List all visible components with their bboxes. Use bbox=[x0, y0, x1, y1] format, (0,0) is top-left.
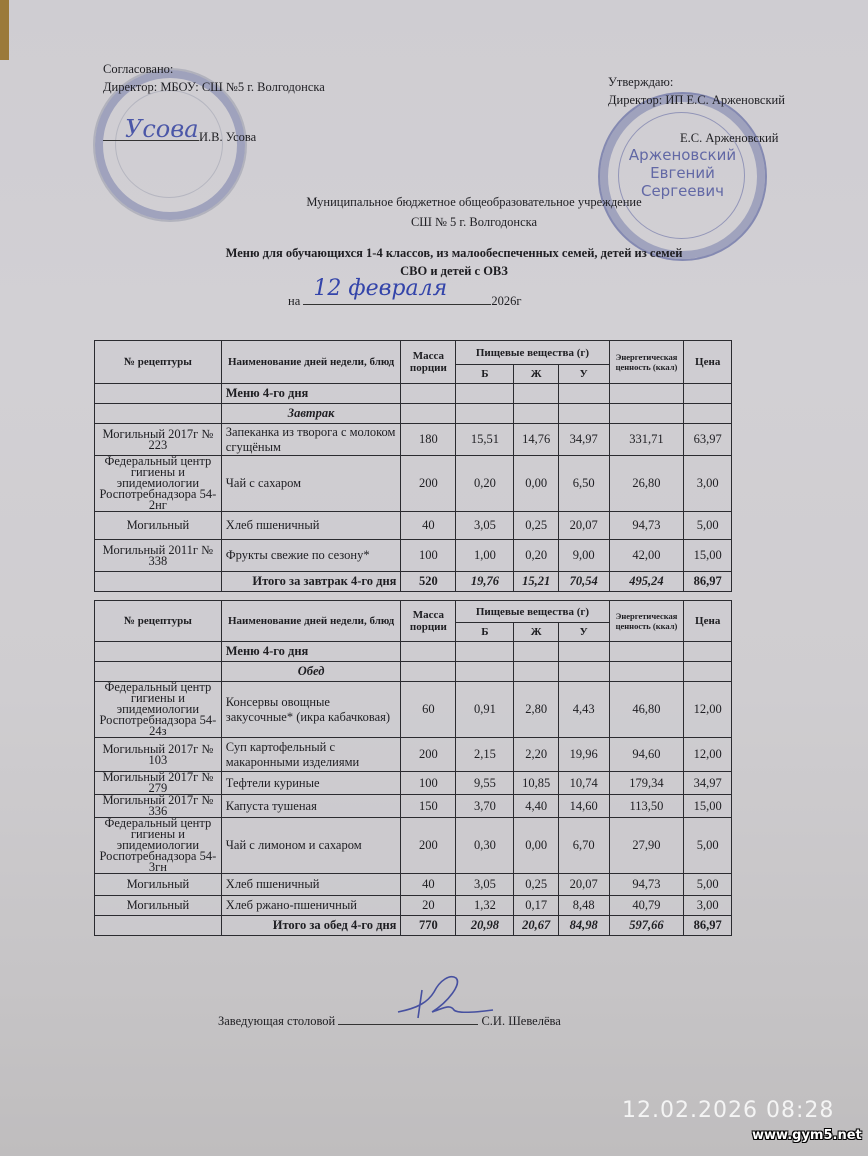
approval-right bbox=[608, 73, 785, 147]
col-b: Б bbox=[456, 365, 514, 384]
col-energy: Энергетическая ценность (ккал) bbox=[609, 341, 684, 384]
date-handwritten: 12 февраля bbox=[313, 276, 448, 301]
menu-title bbox=[0, 244, 868, 280]
footer-signature-line bbox=[338, 1012, 478, 1025]
right-signatory-name: Е.С. Арженовский bbox=[680, 131, 779, 145]
col-dish: Наименование дней недели, блюд bbox=[221, 601, 401, 642]
col-u: У bbox=[558, 623, 609, 642]
stamp-line-1: Арженовский bbox=[628, 146, 737, 164]
total-row: Итого за завтрак 4-го дня 520 19,76 15,21 70,54 495,24 86,97 bbox=[95, 572, 732, 592]
institution-block bbox=[0, 192, 868, 232]
col-energy: Энергетическая ценность (ккал) bbox=[609, 601, 684, 642]
day-label: Меню 4-го дня bbox=[221, 384, 401, 404]
table-row: Могильный Хлеб пшеничный 40 3,05 0,25 20,07 94,73 5,00 bbox=[95, 512, 732, 540]
watermark: www.gym5.net bbox=[752, 1128, 862, 1143]
meal-label: Завтрак bbox=[221, 404, 401, 424]
table-row: Федеральный центр гигиены и эпидемиологии Роспотребнадзора 54-2нг Чай с сахаром 200 0,20 0,00 6,50 26,80 3,00 bbox=[95, 456, 732, 512]
col-price: Цена bbox=[684, 601, 732, 642]
table-row: Могильный 2017г № 279 Тефтели куриные 100 9,55 10,85 10,74 179,34 34,97 bbox=[95, 772, 732, 795]
agreed-label: Согласовано: bbox=[103, 62, 174, 76]
col-mass: Масса порции bbox=[401, 601, 456, 642]
document-edge bbox=[0, 0, 9, 60]
col-nutrients: Пищевые вещества (г) bbox=[456, 341, 609, 365]
col-recipe: № рецептуры bbox=[95, 341, 222, 384]
table-row: Могильный 2017г № 103 Суп картофельный с макаронными изделиями 200 2,15 2,20 19,96 94,60 12,00 bbox=[95, 738, 732, 772]
col-price: Цена bbox=[684, 341, 732, 384]
approve-label: Утверждаю: bbox=[608, 75, 674, 89]
col-dish: Наименование дней недели, блюд bbox=[221, 341, 401, 384]
lunch-table bbox=[94, 600, 732, 936]
left-signature: Усова bbox=[125, 115, 199, 143]
day-label: Меню 4-го дня bbox=[221, 642, 401, 662]
approval-left bbox=[103, 60, 325, 146]
date-line bbox=[288, 276, 522, 309]
footer-name: С.И. Шевелёва bbox=[481, 1014, 561, 1028]
left-signatory-name: И.В. Усова bbox=[199, 130, 257, 144]
photo-timestamp: 12.02.2026 08:28 bbox=[622, 1098, 835, 1123]
col-recipe: № рецептуры bbox=[95, 601, 222, 642]
signature-scribble-icon bbox=[388, 972, 498, 1022]
right-director: Директор: ИП Е.С. Арженовский bbox=[608, 93, 785, 107]
stamp-line-3: Сергеевич bbox=[640, 182, 724, 200]
footer-role: Заведующая столовой bbox=[218, 1014, 336, 1028]
breakfast-table bbox=[94, 340, 732, 592]
table-row: Федеральный центр гигиены и эпидемиологии Роспотребнадзора 54-3гн Чай с лимоном и сахаром 200 0,30 0,00 6,70 27,90 5,00 bbox=[95, 818, 732, 874]
col-u: У bbox=[558, 365, 609, 384]
date-year: 2026г bbox=[491, 294, 522, 308]
table-row: Федеральный центр гигиены и эпидемиологии Роспотребнадзора 54-24з Консервы овощные закусочные* (икра кабачковая) 60 0,91 2,80 4,43 46,80 12,00 bbox=[95, 682, 732, 738]
table-row: Могильный Хлеб пшеничный 40 3,05 0,25 20,07 94,73 5,00 bbox=[95, 874, 732, 896]
col-zh: Ж bbox=[514, 365, 558, 384]
date-field bbox=[303, 276, 491, 305]
institution-line-2: СШ № 5 г. Волгодонска bbox=[410, 215, 538, 229]
left-director: Директор: МБОУ: СШ №5 г. Волгодонска bbox=[103, 80, 325, 94]
title-line-1: Меню для обучающихся 1-4 классов, из малообеспеченных семей, детей из семей bbox=[225, 246, 683, 260]
table-row: Могильный 2017г № 223 Запеканка из творога с молоком сгущёным 180 15,51 14,76 34,97 331,71 63,97 bbox=[95, 424, 732, 456]
date-prefix: на bbox=[288, 294, 301, 308]
table-row: Могильный Хлеб ржано-пшеничный 20 1,32 0,17 8,48 40,79 3,00 bbox=[95, 896, 732, 916]
footer-signature bbox=[218, 1012, 561, 1029]
col-nutrients: Пищевые вещества (г) bbox=[456, 601, 609, 623]
table-row: Могильный 2017г № 336 Капуста тушеная 150 3,70 4,40 14,60 113,50 15,00 bbox=[95, 795, 732, 818]
title-line-2: СВО и детей с ОВЗ bbox=[400, 264, 508, 278]
col-mass: Масса порции bbox=[401, 341, 456, 384]
institution-line-1: Муниципальное бюджетное общеобразовательное учреждение bbox=[306, 195, 642, 209]
col-b: Б bbox=[456, 623, 514, 642]
total-row: Итого за обед 4-го дня 770 20,98 20,67 84,98 597,66 86,97 bbox=[95, 916, 732, 936]
left-signature-line bbox=[103, 115, 199, 143]
table-row: Могильный 2011г № 338 Фрукты свежие по сезону* 100 1,00 0,20 9,00 42,00 15,00 bbox=[95, 540, 732, 572]
col-zh: Ж bbox=[514, 623, 558, 642]
stamp-line-2: Евгений bbox=[650, 164, 715, 182]
meal-label: Обед bbox=[221, 662, 401, 682]
